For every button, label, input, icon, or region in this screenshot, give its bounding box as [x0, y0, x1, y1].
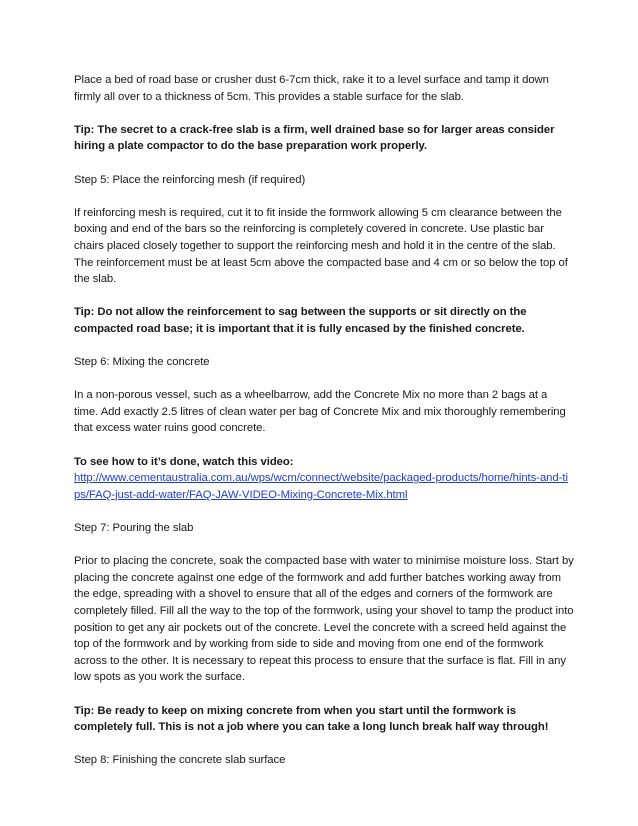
step5-heading: Step 5: Place the reinforcing mesh (if required): [74, 173, 306, 186]
step7-body: Prior to placing the concrete, soak the compacted base with water to minimise moisture loss. Start by placing the concrete against one edge of the formwork and add further batches working away from the edge, spreading with a shovel to ensure that all of the edges and corners of the formwork are completely filled. Fill all the way to the top of the formwork, using your shovel to tamp the product into position to get any air pockets out of the concrete. Level the concrete with a screed held against the top of the formwork and by working from side to side and moving from one end of the formwork across to the other. It is necessary to repeat this process to ensure that the surface is flat. Fill in any low spots as you work the surface.: [74, 555, 574, 684]
step6-heading: Step 6: Mixing the concrete: [74, 356, 210, 369]
tip-base-preparation: Tip: The secret to a crack-free slab is a firm, well drained base so for larger areas consider hiring a plate compactor to do the base preparation work properly.: [74, 123, 555, 153]
document-body: [74, 72, 574, 786]
tip-mixing: Tip: Be ready to keep on mixing concrete from when you start until the formwork is completely full. This is not a job where you can take a long lunch break half way through!: [74, 704, 549, 734]
step8-heading: Step 8: Finishing the concrete slab surface: [74, 754, 286, 767]
step5-body: If reinforcing mesh is required, cut it to fit inside the formwork allowing 5 cm clearance between the boxing and end of the bars so the reinforcing is completely covered in concrete. Use plastic bar chairs placed closely together to support the reinforcing mesh and hold it in the centre of the slab. The reinforcement must be at least 5cm above the compacted base and 4 cm or so below the top of the slab.: [74, 206, 568, 286]
video-intro: To see how to it’s done, watch this video:: [74, 455, 294, 468]
tip-reinforcement: Tip: Do not allow the reinforcement to sag between the supports or sit directly on the compacted road base; it is important that it is fully encased by the finished concrete.: [74, 306, 527, 335]
step6-body: In a non-porous vessel, such as a wheelbarrow, add the Concrete Mix no more than 2 bags at a time. Add exactly 2.5 litres of clean water per bag of Concrete Mix and mix thoroughly remembering that excess water ruins good concrete.: [74, 389, 566, 435]
video-block: [74, 454, 574, 504]
paragraph-base-bed: Place a bed of road base or crusher dust 6-7cm thick, rake it to a level surface and tamp it down firmly all over to a thickness of 5cm. This provides a stable surface for the slab.: [74, 74, 549, 103]
step7-heading: Step 7: Pouring the slab: [74, 522, 194, 535]
video-link[interactable]: http://www.cementaustralia.com.au/wps/wcm/connect/website/packaged-products/home/hints-and-tips/FAQ-just-add-water/FAQ-JAW-VIDEO-Mixing-Concrete-Mix.html: [74, 472, 568, 501]
